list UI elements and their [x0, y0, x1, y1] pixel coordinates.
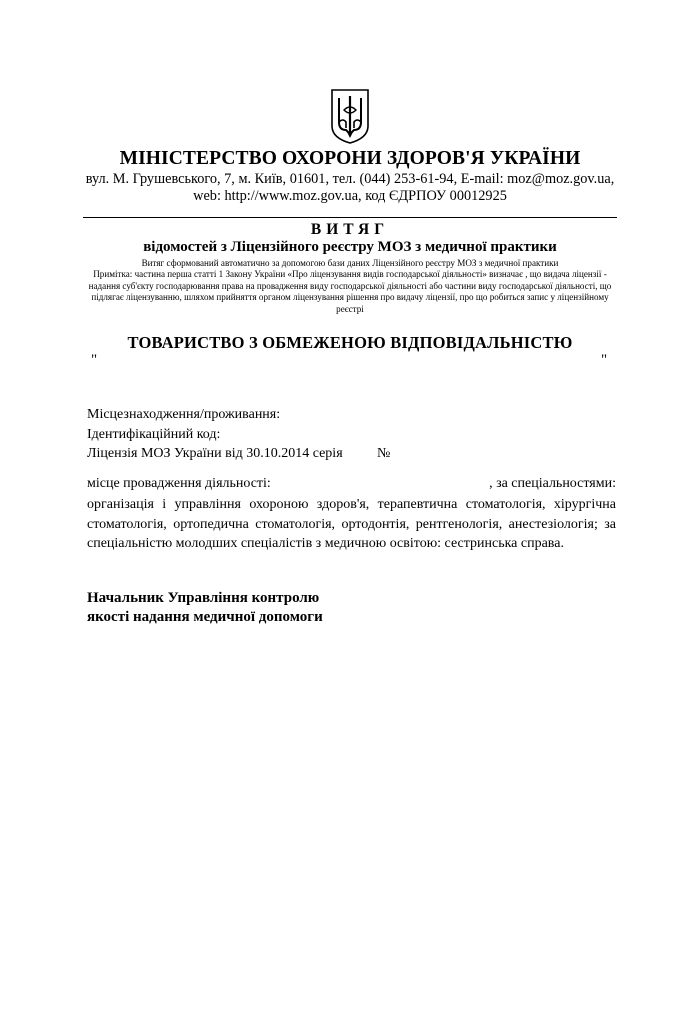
company-quote-open: " [91, 352, 98, 368]
specialties-text: організація і управління охороною здоров'я, терапевтична стоматологія, хірургічна стоматологія, ортопедична стоматологія, ортодонтія, рентгенологія, анестезіологія; за спеціальністю молодших спеціалістів з медичною освітою: сестринська справа. [87, 497, 616, 551]
specialties-label: , за спеціальностями: [489, 476, 616, 491]
document-heading: ВИТЯГ [310, 221, 390, 238]
company-name: ТОВАРИСТВО З ОБМЕЖЕНОЮ ВІДПОВІДАЛЬНІСТЮ [127, 333, 573, 352]
activity-place-label: місце провадження діяльності: [87, 476, 271, 491]
document-subheading: відомостей з Ліцензійного реєстру МОЗ з медичної практики [143, 239, 557, 255]
license-label: Ліцензія МОЗ України від 30.10.2014 серія [87, 446, 343, 461]
signatory-title-line1: Начальник Управління контролю [87, 590, 320, 606]
company-quote-close: " [601, 352, 608, 368]
tryzub-coat-of-arms-icon [330, 88, 370, 144]
signatory-title-line2: якості надання медичної допомоги [87, 609, 323, 625]
license-line [87, 446, 391, 462]
activity-place-line [87, 476, 616, 492]
license-number-label: № [377, 446, 391, 461]
header-divider [83, 217, 617, 218]
ministry-address: вул. М. Грушевського, 7, м. Київ, 01601, тел. (044) 253-61-94, E-mail: moz@moz.gov.ua, [85, 171, 615, 187]
ministry-web-code: web: http://www.moz.gov.ua, код ЄДРПОУ 00012925 [193, 188, 507, 204]
id-code-label: Ідентифікаційний код: [87, 427, 221, 442]
legal-note: Примітка: частина перша статті 1 Закону України «Про ліцензування видів господарської діяльності» визначає , що видача ліцензії - надання суб'єкту господарювання права на провадження виду господарської діяльності або частини виду господарської діяльності, що підлягає ліцензуванню, шляхом прийняття органом ліцензування рішення про видачу ліцензії, про що робиться запис у ліцензійному реєстрі [88, 269, 612, 314]
location-label: Місцезнаходження/проживання: [87, 407, 281, 422]
ministry-name: МІНІСТЕРСТВО ОХОРОНИ ЗДОРОВ'Я УКРАЇНИ [119, 148, 581, 169]
auto-generated-note: Витяг сформований автоматично за допомогою бази даних Ліцензійного реєстру МОЗ з медичної практики [141, 258, 559, 268]
